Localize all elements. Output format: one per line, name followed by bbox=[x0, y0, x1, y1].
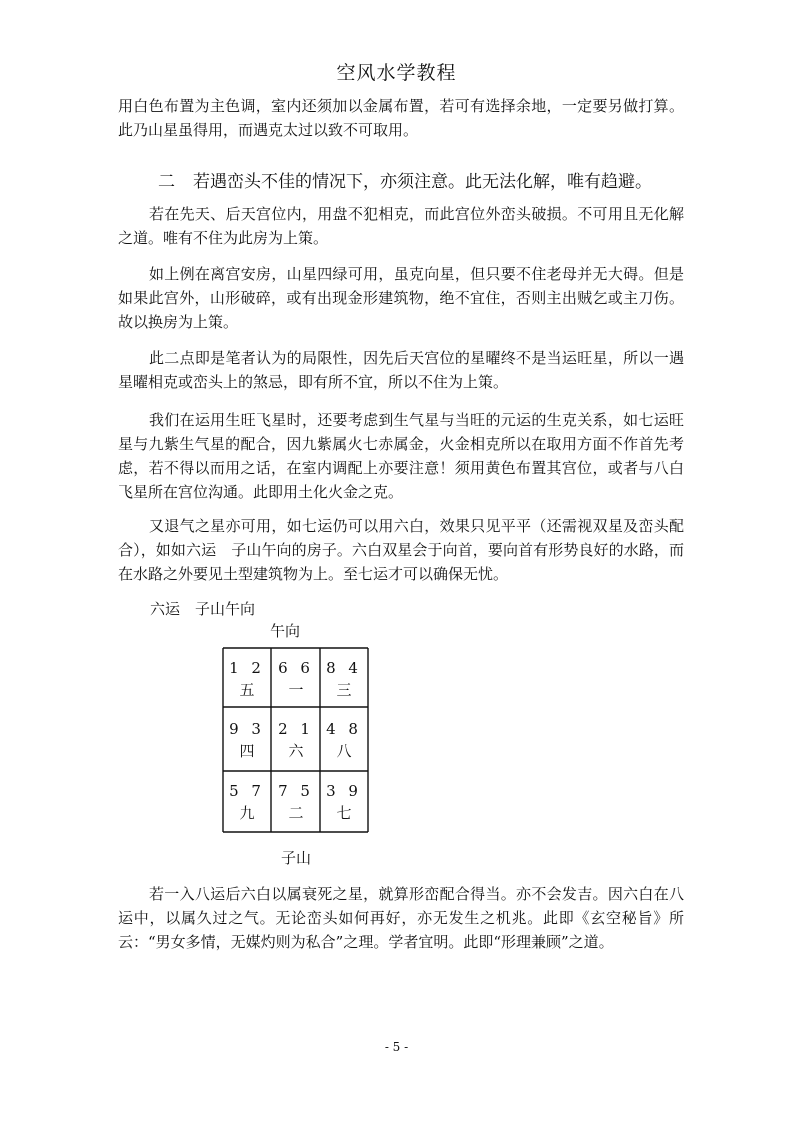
paragraph-1: 用白色布置为主色调，室内还须加以金属布置，若可有选择余地，一定要另做打算。此乃山星虽得用，而遇克太过以致不可取用。 bbox=[118, 97, 684, 139]
cell-base-star: 七 bbox=[336, 804, 352, 822]
cell-base-star: 五 bbox=[239, 681, 255, 699]
cell-base-star: 三 bbox=[336, 681, 352, 699]
cell-base-star: 二 bbox=[288, 804, 304, 822]
grid-cell-west bbox=[320, 718, 368, 762]
paragraph-2: 若在先天、后天宫位内，用盘不犯相克，而此宫位外峦头破损。不可用且无化解之道。唯有不住为此房为上策。 bbox=[118, 205, 684, 247]
chart-caption: 六运 子山午向 bbox=[150, 600, 256, 618]
paragraph-7: 若一入八运后六白以属衰死之星，就算形峦配合得当。亦不会发吉。因六白在八运中，以属久过之气。无论峦头如何再好，亦无发生之机兆。此即《玄空秘旨》所云：“男女多情，无媒灼则为私合”之理。学者宜明。此即“形理兼顾”之道。 bbox=[118, 885, 684, 951]
grid-cell-southwest bbox=[320, 657, 368, 701]
grid-cell-north bbox=[272, 780, 320, 824]
paragraph-3: 如上例在离宫安房，山星四绿可用，虽克向星，但只要不住老母并无大碍。但是如果此宫外，山形破碎，或有出现金形建筑物，绝不宜住，否则主出贼乞或主刀伤。故以换房为上策。 bbox=[118, 265, 684, 331]
cell-stars: 4 8 bbox=[326, 720, 362, 738]
cell-stars: 5 7 bbox=[229, 782, 265, 800]
cell-base-star: 一 bbox=[288, 681, 304, 699]
chart-facing-label: 午向 bbox=[270, 622, 301, 640]
flying-star-grid bbox=[220, 646, 372, 834]
chart-sitting-label: 子山 bbox=[281, 849, 312, 867]
cell-stars: 8 4 bbox=[326, 659, 362, 677]
grid-cell-northwest bbox=[320, 780, 368, 824]
cell-stars: 3 9 bbox=[326, 782, 362, 800]
cell-base-star: 六 bbox=[288, 742, 304, 760]
cell-base-star: 九 bbox=[239, 804, 255, 822]
cell-base-star: 四 bbox=[239, 742, 255, 760]
cell-stars: 6 6 bbox=[278, 659, 314, 677]
cell-stars: 1 2 bbox=[229, 659, 265, 677]
grid-cell-east bbox=[223, 718, 271, 762]
section-heading bbox=[158, 170, 718, 194]
cell-stars: 9 3 bbox=[229, 720, 265, 738]
grid-cell-south bbox=[272, 657, 320, 701]
grid-cell-center bbox=[272, 718, 320, 762]
cell-base-star: 八 bbox=[336, 742, 352, 760]
paragraph-6: 又退气之星亦可用，如七运仍可以用六白，效果只见平平（还需视双星及峦头配合），如如六运 子山午向的房子。六白双星会于向首，要向首有形势良好的水路，而在水路之外要见土型建筑物为上。至七运才可以确保无忧。 bbox=[118, 517, 684, 583]
paragraph-4: 此二点即是笔者认为的局限性，因先后天宫位的星曜终不是当运旺星，所以一遇星曜相克或峦头上的煞忌，即有所不宜，所以不住为上策。 bbox=[118, 349, 684, 391]
page-title: 空风水学教程 bbox=[336, 62, 457, 84]
section-heading-text: 若遇峦头不佳的情况下，亦须注意。此无法化解，唯有趋避。 bbox=[193, 172, 652, 192]
grid-cell-northeast bbox=[223, 780, 271, 824]
section-number: 二 bbox=[158, 172, 175, 192]
cell-stars: 2 1 bbox=[278, 720, 314, 738]
cell-stars: 7 5 bbox=[278, 782, 314, 800]
grid-cell-southeast bbox=[223, 657, 271, 701]
page-number: - 5 - bbox=[384, 1040, 409, 1054]
paragraph-5: 我们在运用生旺飞星时，还要考虑到生气星与当旺的元运的生克关系，如七运旺星与九紫生气星的配合，因九紫属火七赤属金，火金相克所以在取用方面不作首先考虑，若不得以而用之话，在室内调配上亦要注意！须用黄色布置其宫位，或者与八白飞星所在宫位沟通。此即用土化火金之克。 bbox=[118, 411, 684, 501]
